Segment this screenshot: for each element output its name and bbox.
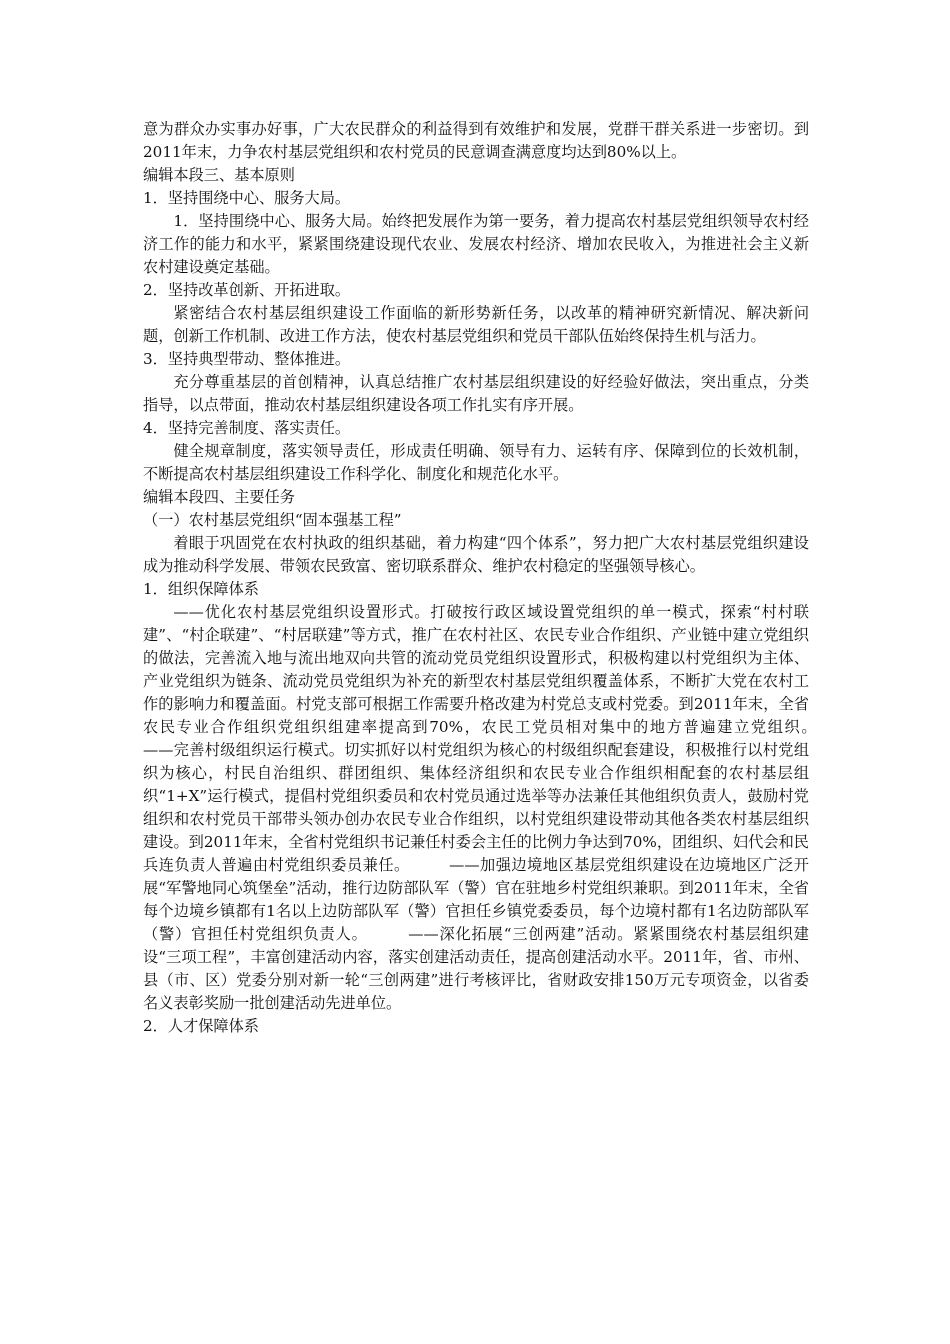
system-heading: 1．组织保障体系 [143,580,259,598]
principle-heading: 4．坚持完善制度、落实责任。 [143,419,351,437]
system-body: ——优化农村基层党组织设置形式。打破按行政区域设置党组织的单一模式，探索“村村联建”、“村企联建”、“村居联建”等方式，推广在农村社区、农民专业合作组织、产业链中建立党组织的做法，完善流入地与流出地双向共管的流动党员党组织设置形式，积极构建以村党组织为主体、产业党组织为链条、流动党员党组织为补充的新型农村基层党组织覆盖体系，不断扩大党在农村工作的影响力和覆盖面。村党支部可根据工作需要升格改建为村党总支或村党委。到2011年末，全省农民专业合作组织党组织组建率提高到70%，农民工党员相对集中的地方普遍建立党组织。 ——完善村级组织运行模式。切实抓好以村党组织为核心的村级组织配套建设，积极推行以村党组织为核心，村民自治组织、群团组织、集体经济组织和农民专业合作组织相配套的农村基层组织“1+X”运行模式，提倡村党组织委员和农村党员通过选举等办法兼任其他组织负责人，鼓励村党组织和农村党员干部带头领办创办农民专业合作组织，以村党组织建设带动其他各类农村基层组织建设。到2011年末，全省村党组织书记兼任村委会主任的比例力争达到70%，团组织、妇代会和民兵连负责人普遍由村党组织委员兼任。 ——加强边境地区基层党组织建设在边境地区广泛开展“军警地同心筑堡垒”活动，推行边防部队军（警）官在驻地乡村党组织兼职。到2011年末，全省每个边境乡镇都有1名以上边防部队军（警）官担任乡镇党委委员，每个边境村都有1名边防部队军（警）官担任村党组织负责人。 ——深化拓展“三创两建”活动。紧紧围绕农村基层组织建设“三项工程”，丰富创建活动内容，落实创建活动责任，提高创建活动水平。2011年，省、市州、县（市、区）党委分别对新一轮“三创两建”进行考核评比，省财政安排150万元专项资金，以省委名义表彰奖励一批创建活动先进单位。 [143,603,855,1012]
section-heading: 编辑本段三、基本原则 [143,166,295,184]
principle-body: 健全规章制度，落实领导责任，形成责任明确、领导有力、运转有序、保障到位的长效机制，不断提高农村基层组织建设工作科学化、制度化和规范化水平。 [143,442,809,483]
subsection-heading: （一）农村基层党组织“固本强基工程” [143,511,402,529]
principle-heading: 1．坚持围绕中心、服务大局。 [143,189,351,207]
principle-body: 充分尊重基层的首创精神，认真总结推广农村基层组织建设的好经验好做法，突出重点，分类指导，以点带面，推动农村基层组织建设各项工作扎实有序开展。 [143,373,809,414]
principle-body: 1．坚持围绕中心、服务大局。始终把发展作为第一要务，着力提高农村基层党组织领导农村经济工作的能力和水平，紧紧围绕建设现代农业、发展农村经济、增加农民收入，为推进社会主义新农村建设奠定基础。 [143,212,809,276]
section-heading: 编辑本段四、主要任务 [143,488,295,506]
principle-body: 紧密结合农村基层组织建设工作面临的新形势新任务，以改革的精神研究新情况、解决新问题，创新工作机制、改进工作方法，使农村基层党组织和党员干部队伍始终保持生机与活力。 [143,304,809,345]
document-page [143,118,855,1038]
principle-heading: 3．坚持典型带动、整体推进。 [143,350,351,368]
subsection-body: 着眼于巩固党在农村执政的组织基础，着力构建“四个体系”，努力把广大农村基层党组织建设成为推动科学发展、带领农民致富、密切联系群众、维护农村稳定的坚强领导核心。 [143,534,809,575]
system-heading: 2．人才保障体系 [143,1017,259,1035]
paragraph-body: 意为群众办实事办好事，广大农民群众的利益得到有效维护和发展，党群干群关系进一步密切。到2011年末，力争农村基层党组织和农村党员的民意调查满意度均达到80%以上。 [143,120,809,161]
principle-heading: 2．坚持改革创新、开拓进取。 [143,281,351,299]
